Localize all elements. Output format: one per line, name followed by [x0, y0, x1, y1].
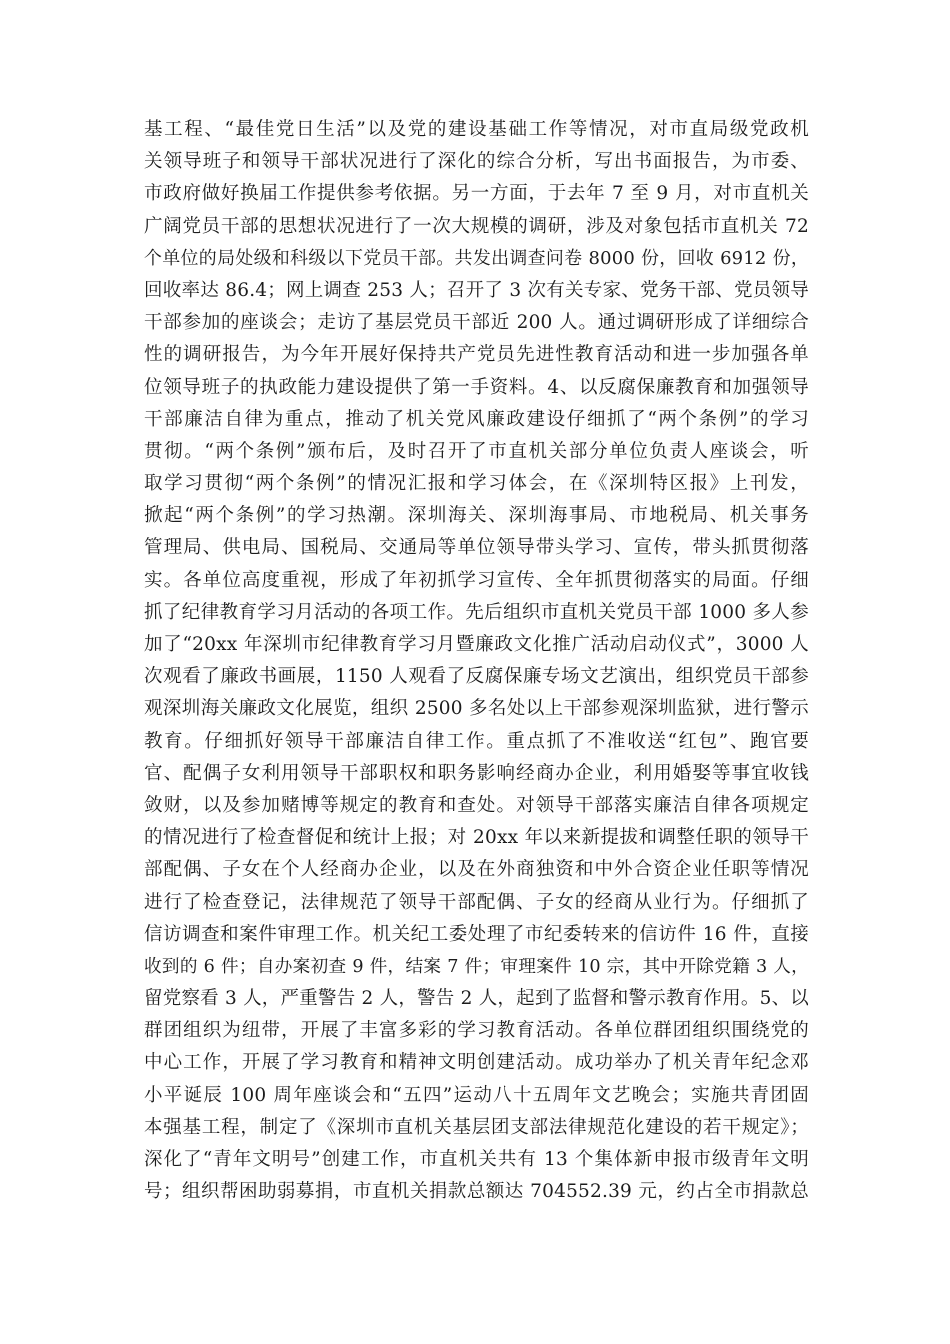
text-line: 观深圳海关廉政文化展览，组织 2500 多名处以上干部参观深圳监狱，进行警示 [144, 698, 809, 720]
body-text [144, 114, 809, 1208]
text-line: 基工程、“最佳党日生活”以及党的建设基础工作等情况，对市直局级党政机 [144, 119, 809, 140]
text-line: 本强基工程，制定了《深圳市直机关基层团支部法律规范化建设的若干规定》； [144, 1116, 809, 1138]
text-line: 取学习贯彻“两个条例”的情况汇报和学习体会，在《深圳特区报》上刊发， [144, 473, 809, 495]
text-line: 进行了检查登记，法律规范了领导干部配偶、子女的经商从业行为。仔细抓了 [144, 891, 809, 913]
text-line: 中心工作，开展了学习教育和精神文明创建活动。成功举办了机关青年纪念邓 [144, 1052, 809, 1074]
text-line: 实。各单位高度重视，形成了年初抓学习宣传、全年抓贯彻落实的局面。仔细 [144, 569, 809, 591]
text-line: 深化了“青年文明号”创建工作，市直机关共有 13 个集体新申报市级青年文明 [144, 1149, 809, 1170]
text-line: 教育。仔细抓好领导干部廉洁自律工作。重点抓了不准收送“红包”、跑官要 [144, 730, 809, 752]
text-line: 贯彻。“两个条例”颁布后，及时召开了市直机关部分单位负责人座谈会，听 [144, 440, 809, 462]
text-line: 干部参加的座谈会；走访了基层党员干部近 200 人。通过调研形成了详细综合 [144, 312, 809, 334]
text-line: 群团组织为纽带，开展了丰富多彩的学习教育活动。各单位群团组织围绕党的 [144, 1020, 809, 1042]
text-line: 广阔党员干部的思想状况进行了一次大规模的调研，涉及对象包括市直机关 72 [144, 215, 809, 237]
text-line: 性的调研报告，为今年开展好保持共产党员先进性教育活动和进一步加强各单 [144, 344, 809, 366]
text-line: 回收率达 86.4；网上调查 253 人；召开了 3 次有关专家、党务干部、党员领导 [144, 279, 809, 301]
text-line: 管理局、供电局、国税局、交通局等单位领导带头学习、宣传，带头抓贯彻落 [144, 537, 809, 559]
text-line: 次观看了廉政书画展，1150 人观看了反腐保廉专场文艺演出，组织党员干部参 [144, 666, 809, 688]
text-line: 号；组织帮困助弱募捐，市直机关捐款总额达 704552.39 元，约占全市捐款总 [144, 1181, 809, 1203]
text-line: 小平诞辰 100 周年座谈会和“五四”运动八十五周年文艺晚会；实施共青团固 [144, 1084, 809, 1106]
text-line: 信访调查和案件审理工作。机关纪工委处理了市纪委转来的信访件 16 件，直接 [144, 923, 809, 945]
text-line: 干部廉洁自律为重点，推动了机关党风廉政建设仔细抓了“两个条例”的学习 [144, 408, 809, 430]
text-line: 位领导班子的执政能力建设提供了第一手资料。4、以反腐保廉教育和加强领导 [144, 376, 809, 398]
text-line: 官、配偶子女利用领导干部职权和职务影响经商办企业，利用婚娶等事宜收钱 [144, 762, 809, 784]
text-line: 敛财，以及参加赌博等规定的教育和查处。对领导干部落实廉洁自律各项规定 [144, 794, 809, 816]
text-line: 抓了纪律教育学习月活动的各项工作。先后组织市直机关党员干部 1000 多人参 [144, 601, 809, 623]
text-line: 部配偶、子女在个人经商办企业，以及在外商独资和中外合资企业任职等情况 [144, 859, 809, 881]
text-line: 收到的 6 件；自办案初查 9 件，结案 7 件；审理案件 10 宗，其中开除党籍 3 人， [144, 956, 809, 977]
text-line: 留党察看 3 人，严重警告 2 人，警告 2 人，起到了监督和警示教育作用。5、以 [144, 988, 809, 1010]
text-line: 关领导班子和领导干部状况进行了深化的综合分析，写出书面报告，为市委、 [144, 151, 809, 173]
text-line: 市政府做好换届工作提供参考依据。另一方面，于去年 7 至 9 月，对市直机关 [144, 183, 809, 205]
text-line: 加了“20xx 年深圳市纪律教育学习月暨廉政文化推广活动启动仪式”，3000 人 [144, 634, 809, 655]
text-line: 掀起“两个条例”的学习热潮。深圳海关、深圳海事局、市地税局、机关事务 [144, 505, 809, 527]
text-line: 的情况进行了检查督促和统计上报；对 20xx 年以来新提拔和调整任职的领导干 [144, 827, 809, 849]
text-line: 个单位的局处级和科级以下党员干部。共发出调查问卷 8000 份，回收 6912 份， [144, 247, 809, 269]
